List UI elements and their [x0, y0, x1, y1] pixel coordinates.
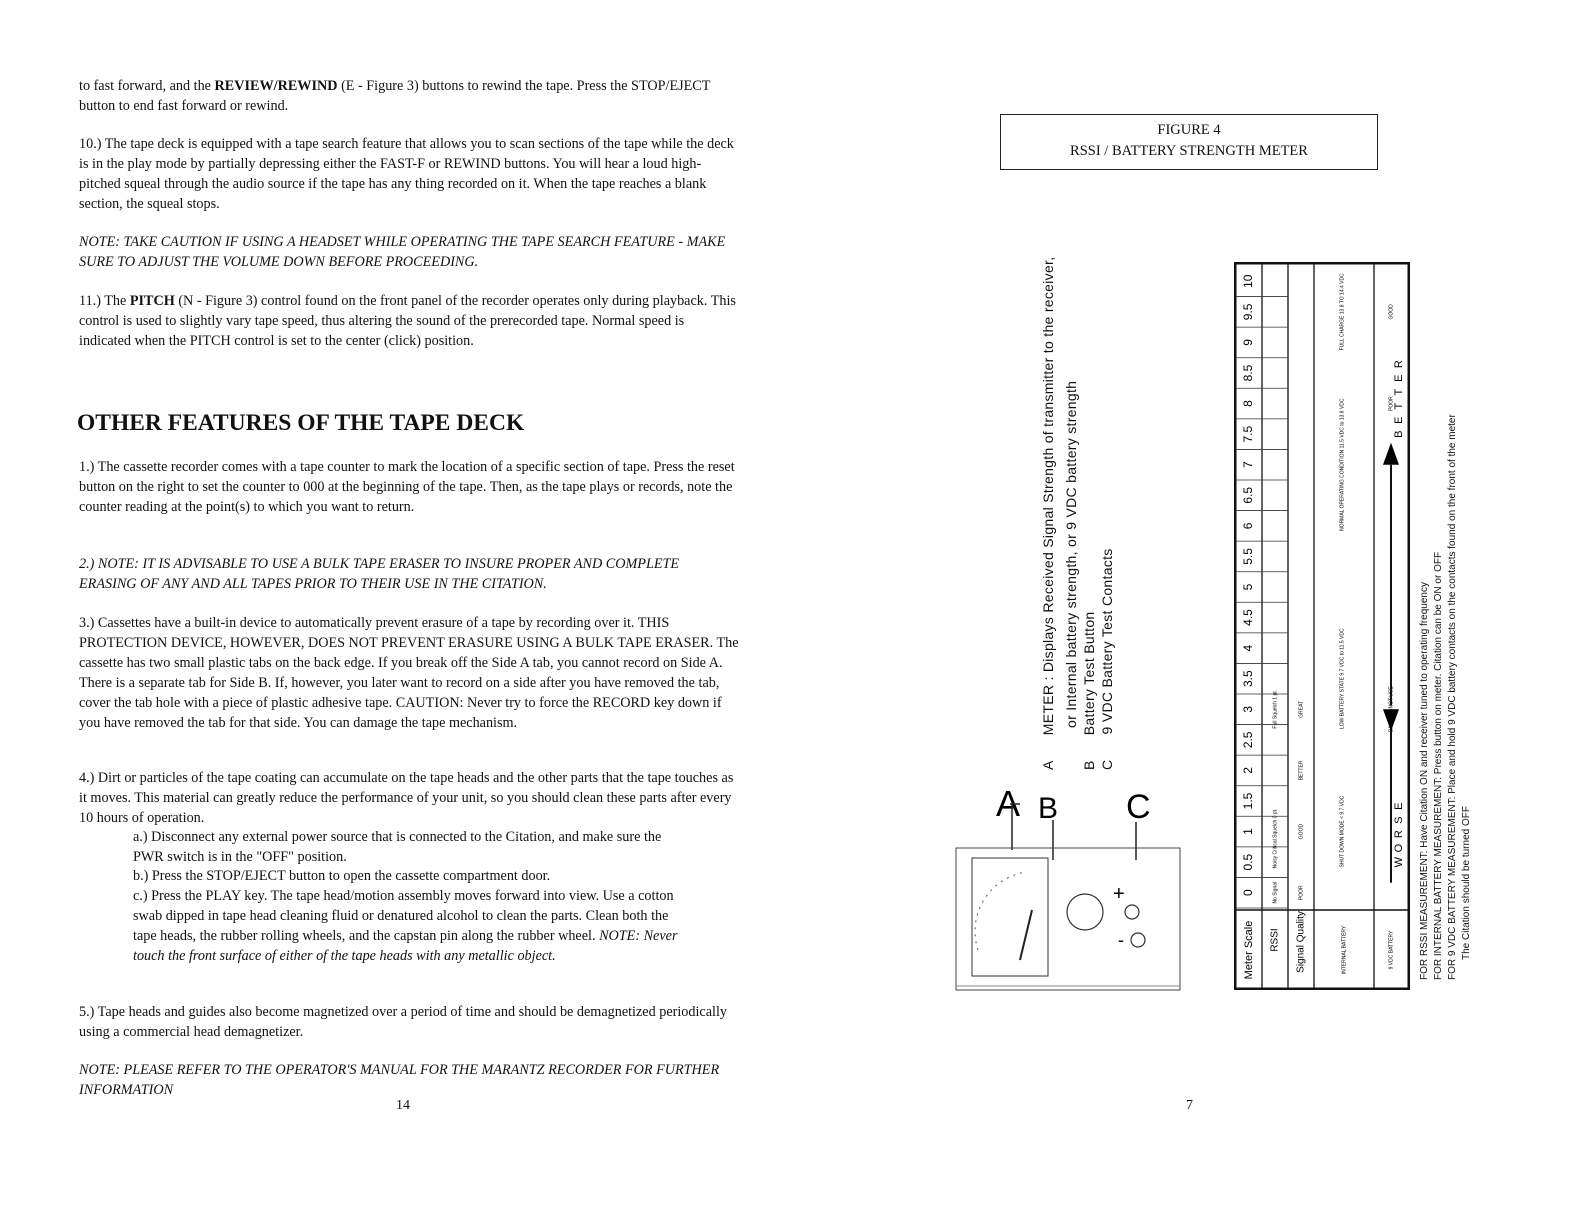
paragraph-fast-forward: [79, 76, 739, 116]
feature-4c: [133, 886, 693, 966]
legend-text: 9 VDC Battery Test Contacts: [1099, 548, 1115, 735]
scale-value: 4.5: [1241, 609, 1256, 626]
better-letter: R: [1392, 360, 1405, 369]
legend-text: Battery Test Button: [1081, 611, 1097, 736]
feature-2-note: 2.) NOTE: IT IS ADVISABLE TO USE A BULK TAPE ERASER TO INSURE PROPER AND COMPLETE ERASING OF ANY AND ALL TAPES PRIOR TO THEIR USE IN THE CITATION.: [79, 556, 680, 592]
better-letter: E: [1392, 374, 1405, 382]
note-tape-search: NOTE: TAKE CAUTION IF USING A HEADSET WHILE OPERATING THE TAPE SEARCH FEATURE - MAKE SURE TO ADJUST THE VOLUME DOWN BEFORE PROCEEDING.: [79, 234, 726, 270]
page-number-left: 14: [396, 1098, 410, 1113]
scale-value: 7: [1241, 461, 1256, 469]
paragraph-11: [79, 291, 739, 351]
row-label-internal-battery: INTERNAL BATTERY: [1341, 925, 1348, 975]
better-letter: T: [1392, 402, 1405, 410]
meter-arc: [975, 872, 1026, 950]
text-run: (N - Figure 3) control found on the front panel of the recorder operates only during playback. This control is used to slightly vary tape speed, thus altering the sound of the prerecorded tape. Normal speed is indicated when the PITCH control is set to the center (click) position.: [79, 293, 736, 349]
worse-letter: R: [1392, 830, 1405, 839]
worse-letter: O: [1392, 843, 1405, 853]
text-run-italic: NOTE: Never touch the front surface of either of the tape heads with any metallic object.: [133, 928, 678, 964]
legend-line-a2: or Internal battery strength, or 9 VDC battery strength: [1063, 380, 1079, 728]
contact-positive: [1125, 905, 1139, 919]
vdc-battery-cell: POOR: [1388, 396, 1395, 411]
worse-letter: S: [1392, 816, 1405, 824]
internal-battery-cell: SHUT DOWN MODE < 9.7 VDC: [1339, 795, 1346, 868]
figure-title: FIGURE 4: [1157, 122, 1221, 138]
scale-value: 2.5: [1241, 731, 1256, 749]
worse-arrow-head: [1383, 709, 1399, 731]
note-turn-off: The Citation should be turned OFF: [1461, 806, 1472, 960]
label-b: B: [1038, 792, 1059, 825]
legend-line-b: [1081, 611, 1097, 770]
scale-value: 5: [1241, 583, 1256, 591]
scale-value: 0.5: [1241, 853, 1256, 871]
meter-device-drawing: [950, 780, 1190, 1000]
note-9vdc-battery: FOR 9 VDC BATTERY MEASUREMENT: Place and hold 9 VDC battery contacts on the contacts found on the front of the meter: [1447, 414, 1458, 980]
scale-value: 6: [1241, 522, 1256, 530]
rssi-cell: No Signal: [1272, 881, 1279, 904]
feature-3: 3.) Cassettes have a built-in device to automatically prevent erasure of a tape by recording over it. THIS PROTECTION DEVICE, HOWEVER, DOES NOT PREVENT ERASURE USING A BULK TAPE ERASER. The cassette has two small plastic tabs on the back edge. If you break off the Side A tab, you cannot record on Side A. There is a separate tab for Side B. If, however, you later want to record on a side after you have removed the tab, cover the tab hole with a piece of plastic adhesive tape. CAUTION: Never try to force the RECORD key down if you have removed the tab for that side. You can damage the tape mechanism.: [79, 615, 739, 731]
row-label-9vdc-battery: 9 VDC BATTERY: [1388, 930, 1395, 970]
text-run: to fast forward, and the: [79, 78, 215, 94]
signal-quality-cell: POOR: [1298, 885, 1305, 901]
better-letter: E: [1392, 416, 1405, 424]
feature-1: 1.) The cassette recorder comes with a tape counter to mark the location of a specific section of tape. Press the reset button on the right to set the counter to 000 at the beginning of the tape. Then, as the tape plays or records, note the counter reading at the point(s) to which you want to return.: [79, 459, 735, 515]
text-run-bold: REVIEW/REWIND: [214, 78, 338, 94]
meter-needle: [1020, 910, 1032, 960]
internal-battery-cell: LOW BATTERY STATE 9.7 VDC to 11.5 VDC: [1339, 628, 1346, 730]
scale-value: 4: [1241, 644, 1256, 652]
feature-4a: a.) Disconnect any external power source that is connected to the Citation, and make sure the PWR switch is in the "OFF" position.: [133, 829, 662, 865]
text-run-bold: PITCH: [129, 293, 175, 309]
text-run: 11.) The: [79, 293, 130, 309]
rssi-cell: Full Squelch 1 pt.: [1272, 689, 1279, 729]
legend-letter: A: [1040, 760, 1056, 770]
row-label-meter-scale: Meter Scale: [1242, 920, 1255, 980]
row-label-rssi: RSSI: [1269, 928, 1281, 952]
feature-4: 4.) Dirt or particles of the tape coating can accumulate on the tape heads and the other parts that the tape touches as it moves. This material can greatly reduce the performance of your unit, so you should clean these parts after every 10 hours of operation.: [79, 770, 734, 826]
worse-letter: W: [1392, 856, 1405, 868]
scale-value: 5.5: [1241, 548, 1256, 565]
legend-letter: C: [1099, 759, 1115, 770]
page-number-right: 7: [1186, 1098, 1193, 1113]
feature-4b: b.) Press the STOP/EJECT button to open the cassette compartment door.: [133, 868, 551, 884]
scale-value: 1: [1241, 828, 1256, 835]
signal-quality-cell: GOOD: [1298, 823, 1305, 840]
signal-quality-cell: GREAT: [1298, 700, 1305, 718]
contact-negative: [1131, 933, 1145, 947]
table-frame: [1235, 263, 1409, 989]
scale-value: 1.5: [1241, 792, 1256, 810]
scale-value: 10: [1241, 274, 1256, 288]
scale-value: 7.5: [1241, 425, 1256, 443]
paragraph-10: 10.) The tape deck is equipped with a tape search feature that allows you to scan sections of the tape while the deck is in the play mode by partially depressing either the FAST-F or REWIND buttons. You will hear a loud high-pitched squeal through the audio source if the tape has any thing recorded on it. When the tape reaches a blank section, the squeal stops.: [79, 136, 734, 212]
note-rssi: FOR RSSI MEASUREMENT: Have Citation ON and receiver tuned to operating frequency: [1419, 582, 1430, 980]
scale-value: 3.5: [1241, 670, 1256, 688]
internal-battery-cell: NORMAL OPERATING CONDITION 11.5 VDC to 13.8 VDC: [1339, 398, 1346, 531]
rssi-cell: Critical Squelch 0 pt.: [1272, 808, 1279, 855]
scale-value: 8: [1241, 400, 1256, 407]
table-grid: [1236, 264, 1408, 988]
legend-text: METER : Displays Received Signal Strength of transmitter to the receiver,: [1040, 256, 1056, 736]
label-c: C: [1126, 788, 1151, 826]
rssi-cell: Noisy: [1272, 855, 1279, 869]
row-label-signal-quality: Signal Quality: [1295, 911, 1307, 973]
scale-value: 9: [1241, 339, 1256, 346]
final-note: NOTE: PLEASE REFER TO THE OPERATOR'S MANUAL FOR THE MARANTZ RECORDER FOR FURTHER INFORMATION: [79, 1062, 720, 1098]
worse-letter: E: [1392, 802, 1405, 810]
signal-quality-cell: BETTER: [1298, 760, 1305, 781]
text-run: (E - Figure 3) buttons to rewind the tape. Press the STOP/EJECT button to end fast forward or rewind.: [79, 78, 711, 114]
figure-caption-box: [1000, 114, 1378, 170]
legend-line-c: [1099, 548, 1115, 770]
better-letter: B: [1392, 430, 1405, 438]
better-arrow-head: [1383, 443, 1399, 465]
scale-value: 9.5: [1241, 303, 1256, 321]
section-heading: OTHER FEATURES OF THE TAPE DECK: [77, 410, 525, 436]
scale-value: 8.5: [1241, 364, 1256, 382]
battery-test-button[interactable]: [1067, 894, 1103, 930]
scale-value: 6.5: [1241, 486, 1256, 504]
legend-letter: B: [1081, 760, 1097, 770]
plus-sign: +: [1113, 883, 1125, 905]
minus-sign: -: [1118, 930, 1124, 950]
text-run: c.) Press the PLAY key. The tape head/motion assembly moves forward into view. Use a cotton swab dipped in tape head cleaning fluid or denatured alcohol to clean the parts. Clean both the tape heads, the rubber rolling wheels, and the capstan pin along the rubber wheel.: [133, 888, 674, 944]
scale-value: 0: [1241, 889, 1256, 897]
note-internal-battery: FOR INTERNAL BATTERY MEASUREMENT: Press button on meter. Citation can be ON or OFF: [1433, 551, 1444, 980]
scale-value: 3: [1241, 705, 1256, 713]
legend-line-a: [1040, 257, 1056, 770]
measurement-notes: [1418, 414, 1474, 980]
figure-subtitle: RSSI / BATTERY STRENGTH METER: [1070, 143, 1308, 159]
meter-scale-table: [1234, 262, 1410, 990]
internal-battery-cell: FULL CHARGE 13.8 TO 14.4 VDC: [1339, 273, 1346, 351]
scale-value: 2: [1241, 767, 1256, 774]
vdc-battery-cell: GOOD: [1388, 304, 1395, 320]
feature-5: 5.) Tape heads and guides also become magnetized over a period of time and should be demagnetized periodically using a commercial head demagnetizer.: [79, 1004, 727, 1040]
better-letter: T: [1392, 388, 1405, 396]
meter-window: [972, 858, 1048, 976]
label-a: A: [996, 783, 1021, 824]
